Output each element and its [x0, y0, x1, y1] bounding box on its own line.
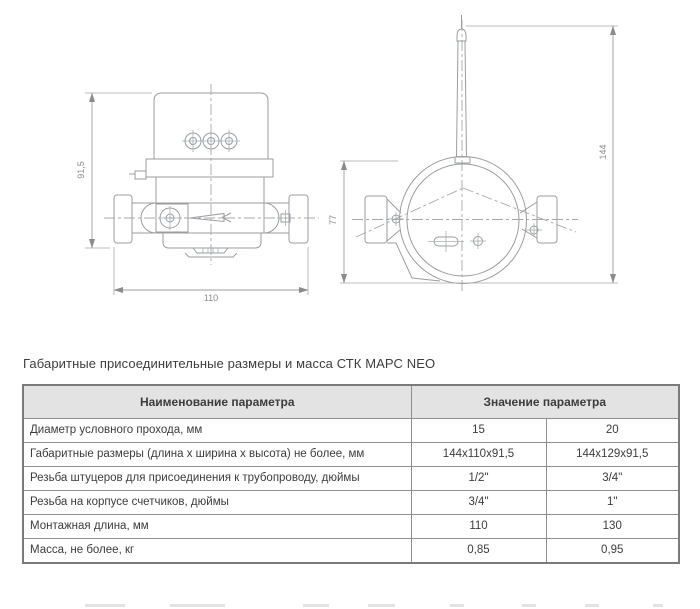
- table-row: [23, 515, 679, 539]
- flow-needle: [190, 214, 224, 222]
- param-value-cell: 20: [546, 419, 679, 443]
- cropped-bottom-content: [0, 604, 700, 608]
- dimension-label-mounting-length: 110: [203, 293, 219, 303]
- table-row: [23, 443, 679, 467]
- param-name-cell: Резьба штуцеров для присоединения к трубопроводу, дюймы: [23, 467, 411, 491]
- side-view: [328, 15, 618, 292]
- param-value-cell: 3/4": [411, 491, 546, 515]
- header-parameter-name: Наименование параметра: [23, 385, 411, 419]
- param-name-cell: Масса, не более, кг: [23, 539, 411, 564]
- param-value-cell: 130: [546, 515, 679, 539]
- rod-cap: [457, 29, 466, 41]
- param-value-cell: 144х129х91,5: [546, 443, 679, 467]
- param-value-cell: 144х110х91,5: [411, 443, 546, 467]
- header-parameter-value: Значение параметра: [411, 385, 679, 419]
- table-row: [23, 539, 679, 564]
- front-view: [76, 84, 319, 303]
- table-row: [23, 419, 679, 443]
- table-header-row: [23, 385, 679, 419]
- table-row: [23, 491, 679, 515]
- section-title: Габаритные присоединительные размеры и масса СТК МАРС NEO: [23, 356, 436, 371]
- param-value-cell: 110: [411, 515, 546, 539]
- param-value-cell: 0,95: [546, 539, 679, 564]
- param-name-cell: Резьба на корпусе счетчиков, дюймы: [23, 491, 411, 515]
- param-value-cell: 0,85: [411, 539, 546, 564]
- dimension-label-body-height: 77: [328, 214, 338, 226]
- table-row: [23, 467, 679, 491]
- screw-symbol: [218, 130, 240, 152]
- parameters-table: [22, 384, 680, 564]
- param-value-cell: 15: [411, 419, 546, 443]
- dimension-label-overall-height: 144: [598, 144, 608, 160]
- param-name-cell: Монтажная длина, мм: [23, 515, 411, 539]
- param-name-cell: Диаметр условного прохода, мм: [23, 419, 411, 443]
- param-value-cell: 3/4": [546, 467, 679, 491]
- param-value-cell: 1": [546, 491, 679, 515]
- param-name-cell: Габаритные размеры (длина х ширина х высота) не более, мм: [23, 443, 411, 467]
- dimension-label-height-front: 91,5: [76, 161, 86, 179]
- param-value-cell: 1/2": [411, 467, 546, 491]
